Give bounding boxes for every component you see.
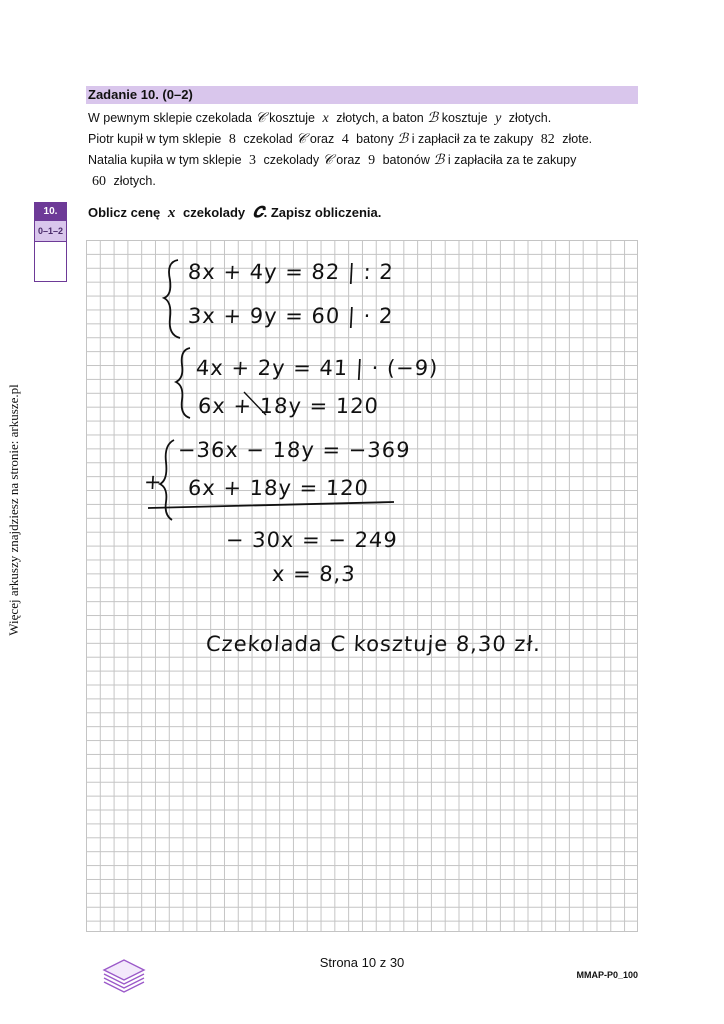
- symbol-c: 𝑪: [252, 205, 264, 221]
- symbol-c: 𝒞: [255, 111, 266, 126]
- task-title: Zadanie 10. (0–2): [88, 87, 193, 102]
- handwriting-strokes: [86, 240, 638, 932]
- text: batony: [356, 132, 394, 146]
- brace-1: [164, 260, 180, 338]
- handwriting-line-6: 6x + 18y = 120: [187, 476, 370, 500]
- score-box-points: 0–1–2: [35, 221, 66, 242]
- number: 3: [249, 153, 257, 168]
- task-line-4: [88, 171, 648, 192]
- task-text: [88, 108, 648, 192]
- text: złote.: [562, 132, 593, 146]
- handwriting-answer: Czekolada C kosztuje 8,30 zł.: [205, 632, 542, 656]
- symbol-b: ℬ: [433, 153, 445, 168]
- text: Natalia kupiła w tym sklepie: [88, 153, 242, 167]
- text: Piotr kupił w tym sklepie: [88, 132, 222, 146]
- task-line-1: [88, 108, 648, 129]
- handwriting-line-3: 4x + 2y = 41 | · (−9): [195, 356, 439, 380]
- text: batonów: [382, 153, 430, 167]
- handwriting-line-4: 6x + 18y = 120: [197, 394, 380, 418]
- number: 60: [92, 174, 106, 189]
- task-line-2: [88, 129, 648, 150]
- task-line-3: [88, 150, 648, 171]
- handwriting-plus: +: [143, 470, 164, 494]
- text: oraz: [336, 153, 361, 167]
- text: złotych.: [113, 174, 156, 188]
- text: złotych.: [508, 111, 552, 125]
- text: kosztuje: [269, 111, 316, 125]
- side-watermark-text: Więcej arkuszy znajdziesz na stronie: arkusze.pl: [6, 384, 21, 636]
- number: 4: [341, 132, 349, 147]
- score-box-number: 10.: [35, 203, 66, 221]
- text: i zapłaciła za te zakupy: [447, 153, 577, 167]
- answer-grid[interactable]: [86, 240, 638, 932]
- brace-2: [176, 348, 190, 418]
- text: czekolady: [263, 153, 320, 167]
- symbol-b: ℬ: [427, 111, 439, 126]
- handwriting-line-5: −36x − 18y = −369: [177, 438, 412, 462]
- side-watermark: [4, 380, 24, 640]
- text: Oblicz cenę: [88, 205, 161, 220]
- symbol-c: 𝒞: [296, 132, 307, 147]
- handwriting-line-7: − 30x = − 249: [225, 528, 399, 552]
- var-x: x: [322, 111, 329, 126]
- text: i zapłacił za te zakupy: [411, 132, 534, 146]
- text: złotych, a baton: [336, 111, 424, 125]
- symbol-b: ℬ: [397, 132, 409, 147]
- page-number: Strona 10 z 30: [319, 955, 405, 970]
- var-x: x: [167, 205, 176, 221]
- instruction: [88, 204, 381, 222]
- score-box: [34, 202, 67, 282]
- text: . Zapisz obliczenia.: [263, 205, 382, 220]
- handwriting-line-8: x = 8,3: [271, 562, 357, 586]
- number: 9: [368, 153, 376, 168]
- text: kosztuje: [441, 111, 488, 125]
- task-header: [86, 86, 638, 104]
- handwriting-line-1: 8x + 4y = 82 | : 2: [187, 260, 395, 284]
- text: oraz: [309, 132, 335, 146]
- text: czekolady: [183, 205, 246, 220]
- number: 8: [228, 132, 236, 147]
- handwriting-line-2: 3x + 9y = 60 | · 2: [187, 304, 394, 328]
- symbol-c: 𝒞: [322, 153, 333, 168]
- text: czekolad: [243, 132, 293, 146]
- sum-line: [148, 502, 394, 508]
- var-y: y: [495, 111, 502, 126]
- exam-code: MMAP-P0_100: [576, 970, 638, 980]
- text: W pewnym sklepie czekolada: [88, 111, 252, 125]
- number: 82: [540, 132, 555, 147]
